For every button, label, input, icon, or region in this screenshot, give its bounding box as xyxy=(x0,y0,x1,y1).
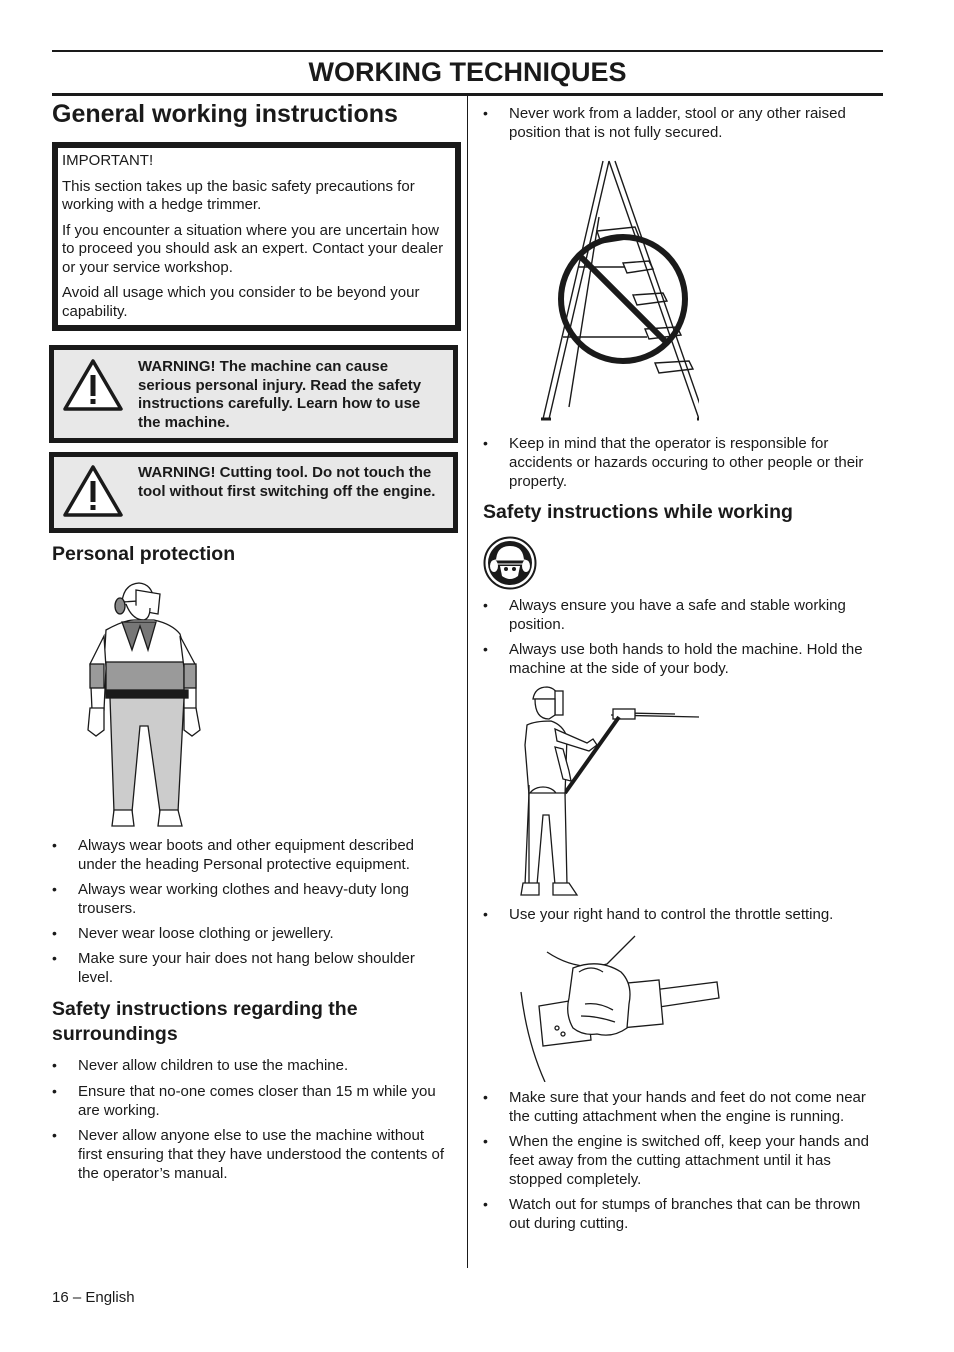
protective-equipment-icon xyxy=(483,536,537,590)
personal-protection-heading: Personal protection xyxy=(52,543,236,565)
list-item: • Always wear working clothes and heavy-duty long trousers. xyxy=(52,880,442,918)
working-list-b xyxy=(483,905,881,924)
warning-text: WARNING! Cutting tool. Do not touch the tool without first switching off the engine. xyxy=(138,464,436,500)
personal-protection-list xyxy=(52,836,442,987)
section-title: General working instructions xyxy=(52,100,398,128)
hand-on-throttle-illustration xyxy=(517,932,721,1082)
chapter-title: WORKING TECHNIQUES xyxy=(308,57,627,87)
list-item: • Never wear loose clothing or jewellery. xyxy=(52,924,442,943)
list-item: • Always wear boots and other equipment described under the heading Personal protective equipment. xyxy=(52,836,442,874)
important-paragraph: This section takes up the basic safety precautions for working with a hedge trimmer. xyxy=(62,177,415,213)
warning-triangle-icon xyxy=(62,464,124,518)
warning-box xyxy=(49,345,458,443)
list-item: • Always use both hands to hold the machine. Hold the machine at the side of your body. xyxy=(483,640,881,678)
surroundings-heading: Safety instructions regarding the surroundings xyxy=(52,998,358,1045)
while-working-heading: Safety instructions while working xyxy=(483,501,793,523)
important-label: IMPORTANT! xyxy=(62,152,154,169)
important-notice-box xyxy=(52,142,461,331)
warning-text: WARNING! The machine can cause serious personal injury. Read the safety instructions carefully. Learn how to use the machine. xyxy=(138,358,422,431)
list-item: • Always ensure you have a safe and stable working position. xyxy=(483,596,881,634)
list-item: • Use your right hand to control the throttle setting. xyxy=(483,905,881,924)
ladder-list xyxy=(483,104,881,142)
working-list-a xyxy=(483,596,881,678)
list-item: • Make sure your hair does not hang below shoulder level. xyxy=(52,949,442,987)
working-list-c xyxy=(483,1088,881,1233)
list-item: • Never allow children to use the machine. xyxy=(52,1056,450,1075)
responsibility-list xyxy=(483,434,881,491)
important-paragraph: If you encounter a situation where you are uncertain how to proceed you should ask an expert. Contact your dealer or your service workshop. xyxy=(62,221,444,276)
important-paragraph: Avoid all usage which you consider to be beyond your capability. xyxy=(62,284,420,320)
column-divider xyxy=(467,96,468,1268)
header-rule-top xyxy=(52,50,883,52)
list-item: • Make sure that your hands and feet do not come near the cutting attachment when the engine is running. xyxy=(483,1088,881,1126)
protective-equipment-person-illustration xyxy=(84,580,209,828)
list-item: • Keep in mind that the operator is responsible for accidents or hazards occuring to other people or their property. xyxy=(483,434,881,491)
warning-box xyxy=(49,452,458,533)
prohibited-ladder-illustration xyxy=(539,157,699,427)
list-item: • Never work from a ladder, stool or any other raised position that is not fully secured. xyxy=(483,104,881,142)
operator-with-hedge-trimmer-illustration xyxy=(515,685,705,901)
list-item: • Watch out for stumps of branches that can be thrown out during cutting. xyxy=(483,1195,881,1233)
warning-triangle-icon xyxy=(62,358,124,412)
list-item: • When the engine is switched off, keep your hands and feet away from the cutting attachment until it has stopped completely. xyxy=(483,1132,881,1189)
surroundings-list xyxy=(52,1056,450,1183)
page-footer: 16 – English xyxy=(52,1289,135,1306)
list-item: • Ensure that no-one comes closer than 15 m while you are working. xyxy=(52,1082,450,1120)
list-item: • Never allow anyone else to use the machine without first ensuring that they have understood the contents of the operator’s manual. xyxy=(52,1126,450,1183)
